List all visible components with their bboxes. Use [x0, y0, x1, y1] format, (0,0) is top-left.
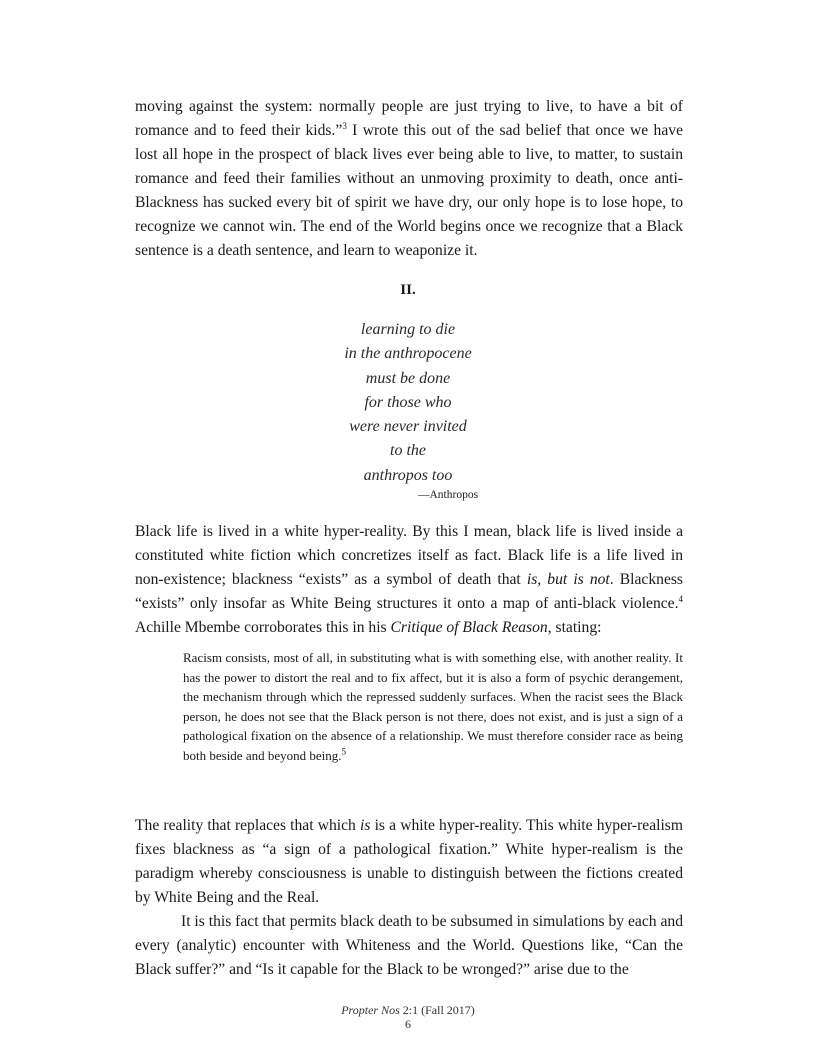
paragraph-text: It is this fact that permits black death to be subsumed in simulations by each and every (analytic) encounter with Whiteness and the World. Questions like, “Can the Black suffer?” and “Is it capable for the Black to be wronged?” arise due to the: [135, 913, 683, 978]
section-heading: II.: [400, 282, 416, 298]
poem-line: to the: [390, 442, 426, 460]
poem-line: in the anthropocene: [344, 345, 472, 363]
book-title: Critique of Black Reason: [390, 619, 548, 636]
epigraph-poem: [0, 318, 816, 488]
emphasis-text: is: [360, 817, 371, 834]
block-quote: [183, 648, 683, 766]
paragraph-black-death: [135, 910, 683, 982]
page-footer: [0, 1003, 816, 1031]
journal-issue: 2:1 (Fall 2017): [399, 1003, 475, 1017]
poem-attribution: —Anthropos: [418, 489, 479, 501]
poem-line: were never invited: [349, 418, 467, 436]
quote-text: Racism consists, most of all, in substituting what is with something else, with another reality. It has the power to distort the real and to fix affect, but it is also a form of psychic derangement, the mechanism through which the repressed suddenly surfaces. When the racist sees the Black person, he does not see that the Black person is not there, does not exist, and is just a sign of a pathological fixation on the absence of a relationship. We must therefore consider race as being both beside and beyond being.: [183, 650, 683, 763]
paragraph-continuation: [135, 95, 683, 263]
journal-name: Propter Nos: [341, 1003, 400, 1017]
poem-line: anthropos too: [363, 466, 453, 484]
page-number: 6: [405, 1017, 411, 1031]
paragraph-white-hyper-realism: [135, 814, 683, 910]
paragraph-text: Black life is lived in a white hyper-reality. By this I mean, black life is lived inside a constituted white fiction which concretizes itself as fact. Black life is a life lived in non-existence; blackness “exists” as a symbol of death that: [135, 523, 683, 588]
paragraph-text: Achille Mbembe corroborates this in his: [135, 619, 391, 636]
paragraph-text: . Blackness “exists” only insofar as White Being structures it onto a map of anti-black violence.: [135, 571, 684, 612]
paragraph-text: The reality that replaces that which: [135, 817, 361, 834]
emphasis-text: is, but is not: [526, 571, 610, 588]
poem-line: learning to die: [360, 321, 456, 338]
footnote-marker[interactable]: 4: [678, 593, 683, 604]
paragraph-text: is a white hyper-reality. This white hyper-realism fixes blackness as “a sign of a pathological fixation.” White hyper-realism is the paradigm whereby consciousness is unable to distinguish between the fictions created by White Being and the Real.: [135, 817, 683, 906]
paragraph-text: , stating:: [547, 619, 602, 636]
poem-line: must be done: [365, 369, 451, 387]
paragraph-hyper-reality: [135, 520, 683, 640]
paragraph-text: I wrote this out of the sad belief that once we have lost all hope in the prospect of black lives ever being able to live, to matter, to sustain romance and feed their families without an unmoving proximity to death, once anti-Blackness has sucked every bit of spirit we have dry, our only hope is to lose hope, to recognize we cannot win. The end of the World begins once we recognize that a Black sentence is a death sentence, and learn to weaponize it.: [135, 122, 683, 259]
journal-citation: [0, 1003, 816, 1017]
footnote-marker[interactable]: 5: [341, 746, 346, 757]
paragraph-text: moving against the system: normally people are just trying to live, to have a bit of romance and to feed their kids.”: [135, 98, 683, 139]
poem-line: for those who: [364, 393, 452, 411]
footnote-marker[interactable]: 3: [342, 120, 347, 131]
